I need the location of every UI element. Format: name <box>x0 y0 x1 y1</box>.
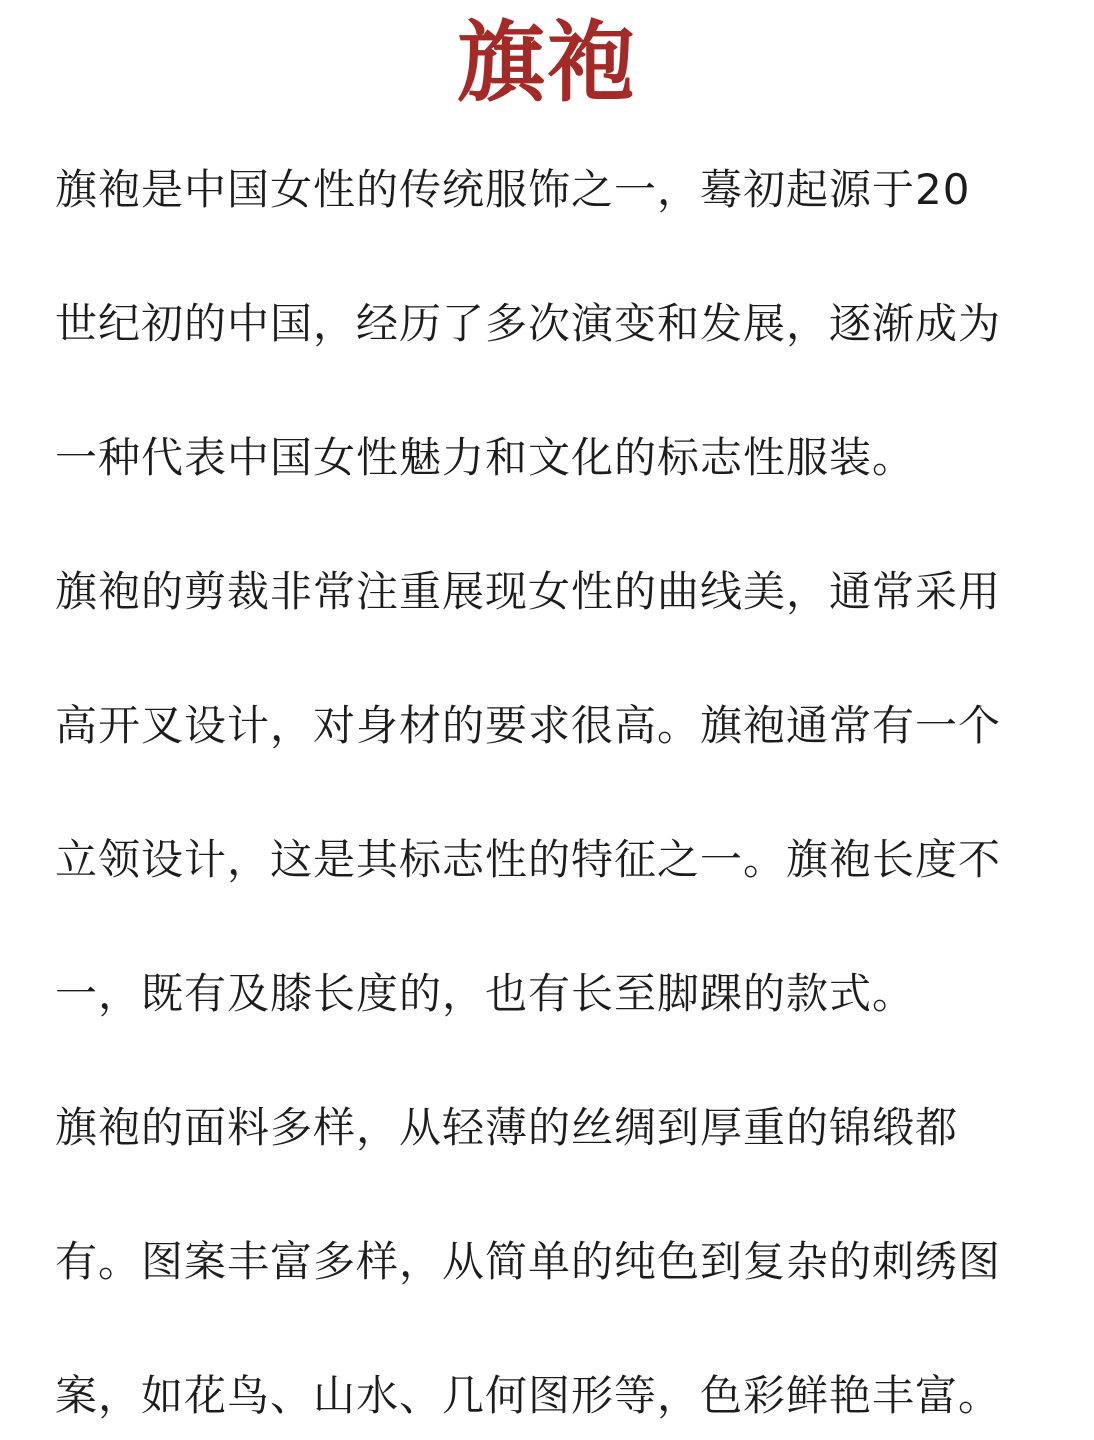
text-line: 旗袍的面料多样，从轻薄的丝绸到厚重的锦缎都 <box>55 1103 959 1152</box>
text-line: 立领设计，这是其标志性的特征之一。旗袍长度不 <box>55 835 1002 884</box>
text-line: 世纪初的中国，经历了多次演变和发展，逐渐成为 <box>55 299 1002 348</box>
page-title: 旗袍 <box>456 11 637 114</box>
text-line: 高开叉设计，对身材的要求很高。旗袍通常有一个 <box>55 701 1002 750</box>
text-line: 有。图案丰富多样，从简单的纯色到复杂的刺绣图 <box>55 1237 1002 1286</box>
text-line: 旗袍的剪裁非常注重展现女性的曲线美，通常采用 <box>55 567 1002 616</box>
text-line: 一，既有及膝长度的，也有长至脚踝的款式。 <box>55 969 916 1018</box>
text-line: 一种代表中国女性魅力和文化的标志性服装。 <box>55 433 916 482</box>
text-line: 旗袍是中国女性的传统服饰之一，蓦初起源于20 <box>55 165 971 214</box>
text-line: 案，如花鸟、山水、几何图形等，色彩鲜艳丰富。 <box>55 1371 1002 1420</box>
